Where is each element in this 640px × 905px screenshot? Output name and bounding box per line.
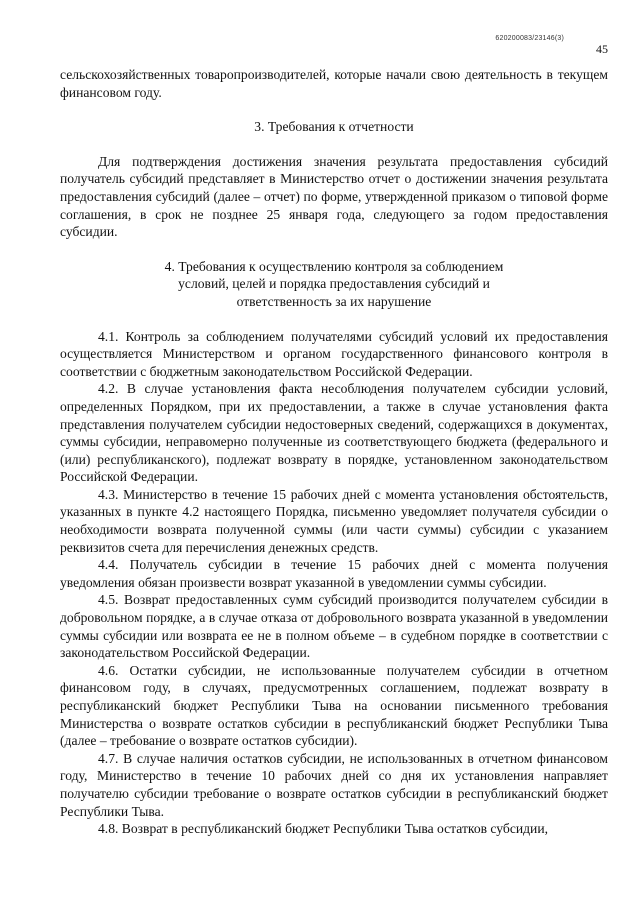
- document-id: 620200083/23146(3): [495, 35, 564, 42]
- paragraph-4-5: 4.5. Возврат предоставленных сумм субсидий производится получателем субсидии в добровольном порядке, а в случае отказа от добровольного возврата указанной в уведомлении суммы субсидии или возврата ее не в полном объеме – в судебном порядке в соответствии с законодательством Российской Федерации.: [60, 592, 608, 661]
- paragraph-4-8: 4.8. Возврат в республиканский бюджет Республики Тыва остатков субсидии,: [98, 821, 548, 837]
- paragraph-4-6: 4.6. Остатки субсидии, не использованные получателем субсидии в отчетном финансовом году, в случаях, предусмотренных соглашением, подлежат возврату в республиканский бюджет Республики Тыва на основании письменного требования Министерства о возврате остатков субсидии в республиканский бюджет Республики Тыва (далее – требование о возврате остатков субсидии).: [60, 662, 608, 749]
- section-4-title-line-3: ответственность за их нарушение: [236, 293, 432, 309]
- paragraph-3: Для подтверждения достижения значения результата предоставления субсидий получатель субсидий представляет в Министерство отчет о достижении значения результата предоставления субсидий (далее – отчет) по форме, утвержденной приказом о типовой форме соглашения, в срок не позднее 25 января года, следующего за годом предоставления субсидии.: [60, 153, 608, 240]
- paragraph-4-7: 4.7. В случае наличия остатков субсидии, не использованных в отчетном финансовом году, Министерство в течение 10 рабочих дней со дня их установления направляет получателю субсидии требование о возврате остатков субсидии в республиканский бюджет Республики Тыва.: [60, 750, 608, 819]
- page-number: 45: [596, 42, 608, 56]
- paragraph-4-4: 4.4. Получатель субсидии в течение 15 рабочих дней с момента получения уведомления обязан произвести возврат указанной в уведомлении суммы субсидии.: [60, 557, 608, 590]
- section-4-title-line-1: 4. Требования к осуществлению контроля за соблюдением: [164, 258, 504, 274]
- paragraph-4-2: 4.2. В случае установления факта несоблюдения получателем субсидии условий, определенных Порядком, при их предоставлении, а также в случае установления факта представления получателем субсидии недостоверных сведений, содержащихся в документах, суммы субсидии, неправомерно полученные из соответствующего бюджета (федерального и (или) республиканского), подлежат возврату в порядке, установленном законодательством Российской Федерации.: [60, 381, 608, 485]
- paragraph-4-3: 4.3. Министерство в течение 15 рабочих дней с момента установления обстоятельств, указанных в пункте 4.2 настоящего Порядка, письменно уведомляет получателя субсидии о необходимости возврата полученной суммы (или части суммы) субсидии с указанием реквизитов счета для перечисления денежных средств.: [60, 486, 608, 555]
- paragraph-intro: сельскохозяйственных товаропроизводителей, которые начали свою деятельность в текущем финансовом году.: [60, 67, 608, 100]
- section-4-title-line-2: условий, целей и порядка предоставления субсидий и: [178, 276, 490, 292]
- document-body: [60, 66, 608, 838]
- section-3-title: 3. Требования к отчетности: [254, 119, 414, 135]
- paragraph-4-1: 4.1. Контроль за соблюдением получателями субсидий условий их предоставления осуществляется Министерством и органом государственного финансового контроля в соответствии с бюджетным законодательством Российской Федерации.: [60, 328, 608, 379]
- section-4-title: [60, 258, 608, 311]
